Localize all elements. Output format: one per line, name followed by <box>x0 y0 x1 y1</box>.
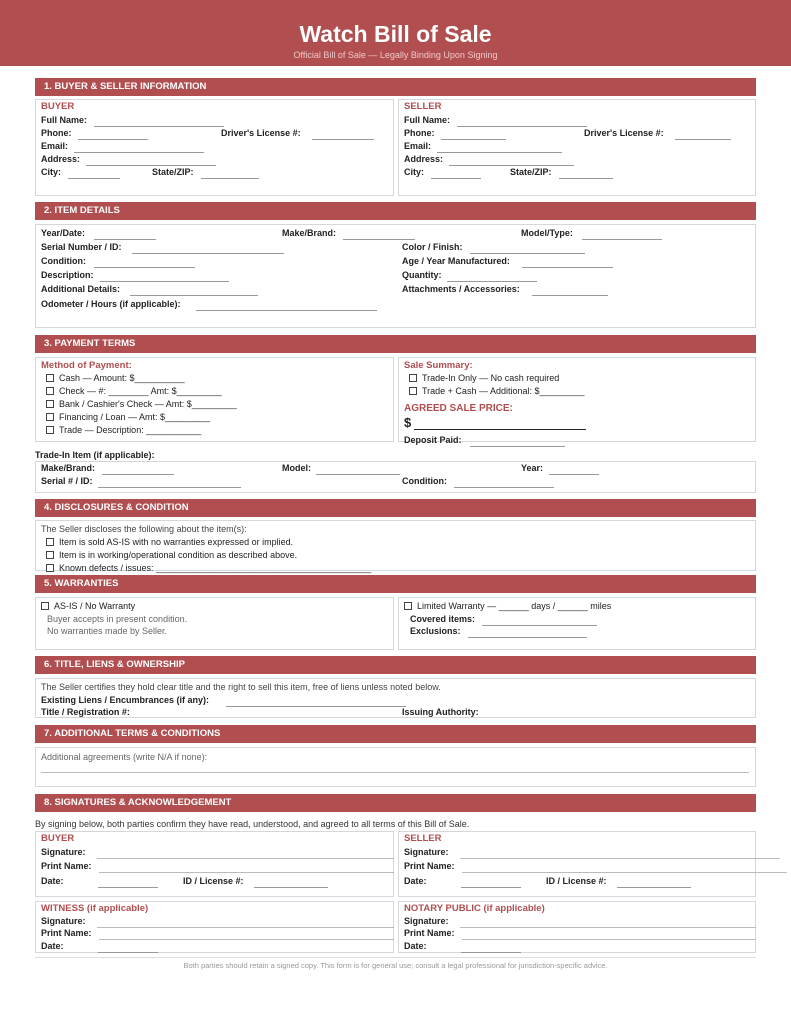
payment-method-heading: Method of Payment: <box>41 360 132 371</box>
buyer-address-field[interactable] <box>86 165 216 166</box>
tradein-model-label: Model: <box>282 463 311 473</box>
buyer-state-zip-field[interactable] <box>201 178 259 179</box>
liens-label: Existing Liens / Encumbrances (if any): <box>41 695 210 705</box>
exclusions-field[interactable] <box>468 637 587 638</box>
buyer-full-name-field[interactable] <box>94 126 224 127</box>
buyer-id-field[interactable] <box>254 887 328 888</box>
notary-print-name-label: Print Name: <box>404 928 455 938</box>
asis-disclosure-label: Item is sold AS-IS with no warranties expressed or implied. <box>59 537 294 547</box>
checkbox-icon[interactable] <box>46 374 54 382</box>
buyer-id-label: ID / License #: <box>183 876 244 886</box>
notary-signature-field[interactable] <box>460 927 756 928</box>
serial-label: Serial Number / ID: <box>41 242 122 252</box>
pay-financing-option[interactable] <box>46 412 210 422</box>
buyer-full-name-label: Full Name: <box>41 115 88 125</box>
buyer-print-name-field[interactable] <box>99 872 394 873</box>
tradein-serial-label: Serial # / ID: <box>41 476 93 486</box>
pay-trade-option[interactable] <box>46 425 201 435</box>
covered-items-label: Covered items: <box>410 614 476 624</box>
year-date-field[interactable] <box>94 239 156 240</box>
odometer-field[interactable] <box>196 310 377 311</box>
tradein-condition-label: Condition: <box>402 476 447 486</box>
deposit-field[interactable] <box>470 446 565 447</box>
buyer-date-label: Date: <box>41 876 64 886</box>
disclosures-intro: The Seller discloses the following about the item(s): <box>41 524 247 534</box>
seller-sign-heading: SELLER <box>404 833 442 844</box>
section-8-heading: 8. SIGNATURES & ACKNOWLEDGEMENT <box>35 794 756 812</box>
make-brand-label: Make/Brand: <box>282 228 337 238</box>
seller-address-field[interactable] <box>449 165 574 166</box>
witness-date-field[interactable] <box>98 952 158 953</box>
trade-cash-label: Trade + Cash — Additional: $_________ <box>422 386 585 396</box>
dollar-sign: $ <box>404 415 412 430</box>
working-disclosure-option[interactable] <box>46 550 297 560</box>
notary-date-field[interactable] <box>461 952 521 953</box>
age-label: Age / Year Manufactured: <box>402 256 510 266</box>
notary-date-label: Date: <box>404 941 427 951</box>
page-title: Watch Bill of Sale <box>299 21 492 47</box>
age-field[interactable] <box>522 267 613 268</box>
seller-city-label: City: <box>404 167 424 177</box>
seller-state-zip-field[interactable] <box>559 178 613 179</box>
asis-warranty-option[interactable] <box>41 601 135 611</box>
buyer-signature-label: Signature: <box>41 847 86 857</box>
defects-disclosure-label: Known defects / issues: ___________________________________________ <box>59 563 372 573</box>
title-reg-label: Title / Registration #: <box>41 707 130 717</box>
year-date-label: Year/Date: <box>41 228 86 238</box>
title-intro: The Seller certifies they hold clear title and the right to sell this item, free of liens unless noted below. <box>41 682 441 692</box>
witness-print-name-label: Print Name: <box>41 928 92 938</box>
seller-city-field[interactable] <box>431 178 481 179</box>
checkbox-icon[interactable] <box>46 564 54 572</box>
witness-date-label: Date: <box>41 941 64 951</box>
section-2-heading: 2. ITEM DETAILS <box>35 202 756 220</box>
buyer-date-field[interactable] <box>98 887 158 888</box>
seller-signature-field[interactable] <box>460 858 780 859</box>
limited-warranty-option[interactable] <box>404 601 611 611</box>
checkbox-icon[interactable] <box>404 602 412 610</box>
seller-dl-label: Driver's License #: <box>584 128 664 138</box>
model-type-label: Model/Type: <box>521 228 573 238</box>
color-field[interactable] <box>470 253 585 254</box>
checkbox-icon[interactable] <box>46 400 54 408</box>
tradein-model-field[interactable] <box>316 474 400 475</box>
odometer-label: Odometer / Hours (if applicable): <box>41 299 181 309</box>
notary-print-name-field[interactable] <box>462 939 756 940</box>
condition-label: Condition: <box>41 256 86 266</box>
agreed-sale-price-label: AGREED SALE PRICE: <box>404 403 513 414</box>
section-7-heading: 7. ADDITIONAL TERMS & CONDITIONS <box>35 725 756 743</box>
pay-cash-option[interactable] <box>46 373 185 383</box>
buyer-info-box <box>35 99 394 196</box>
checkbox-icon[interactable] <box>409 387 417 395</box>
notary-signature-label: Signature: <box>404 916 449 926</box>
quantity-label: Quantity: <box>402 270 442 280</box>
seller-id-field[interactable] <box>617 887 691 888</box>
issuing-authority-label: Issuing Authority: <box>402 707 479 717</box>
model-type-field[interactable] <box>582 239 662 240</box>
buyer-city-label: City: <box>41 167 61 177</box>
tradein-make-field[interactable] <box>102 474 174 475</box>
seller-email-field[interactable] <box>437 152 562 153</box>
pay-bank-option[interactable] <box>46 399 237 409</box>
seller-dl-field[interactable] <box>675 139 731 140</box>
seller-phone-label: Phone: <box>404 128 435 138</box>
tradein-year-label: Year: <box>521 463 544 473</box>
tradein-condition-field[interactable] <box>454 487 554 488</box>
limited-warranty-label: Limited Warranty — ______ days / ______ miles <box>417 601 612 611</box>
buyer-signature-field[interactable] <box>97 858 394 859</box>
seller-date-label: Date: <box>404 876 427 886</box>
condition-field[interactable] <box>94 267 195 268</box>
witness-signature-label: Signature: <box>41 916 86 926</box>
section-5-heading: 5. WARRANTIES <box>35 575 756 593</box>
asis-note-2: No warranties made by Seller. <box>47 626 168 636</box>
buyer-city-field[interactable] <box>68 178 120 179</box>
seller-signature-label: Signature: <box>404 847 449 857</box>
seller-print-name-label: Print Name: <box>404 861 455 871</box>
agreed-sale-price-field[interactable] <box>414 429 586 430</box>
color-label: Color / Finish: <box>402 242 463 252</box>
buyer-address-label: Address: <box>41 154 81 164</box>
tradein-heading: Trade-In Item (if applicable): <box>35 450 155 460</box>
witness-heading: WITNESS (if applicable) <box>41 903 149 914</box>
attachments-label: Attachments / Accessories: <box>402 284 520 294</box>
additional-details-label: Additional Details: <box>41 284 121 294</box>
tradein-serial-field[interactable] <box>98 487 241 488</box>
checkbox-icon[interactable] <box>409 374 417 382</box>
description-label: Description: <box>41 270 94 280</box>
pay-trade-label: Trade — Description: ___________ <box>59 425 202 435</box>
buyer-phone-label: Phone: <box>41 128 72 138</box>
liens-field[interactable] <box>226 706 406 707</box>
pay-financing-label: Financing / Loan — Amt: $_________ <box>59 412 211 422</box>
covered-items-field[interactable] <box>482 625 597 626</box>
make-brand-field[interactable] <box>343 239 415 240</box>
page-header <box>0 0 791 66</box>
section-3-heading: 3. PAYMENT TERMS <box>35 335 756 353</box>
checkbox-icon[interactable] <box>41 602 49 610</box>
seller-id-label: ID / License #: <box>546 876 607 886</box>
seller-info-box <box>398 99 756 196</box>
attachments-field[interactable] <box>532 295 608 296</box>
seller-state-zip-label: State/ZIP: <box>510 167 552 177</box>
seller-date-field[interactable] <box>461 887 521 888</box>
asis-disclosure-option[interactable] <box>46 537 293 547</box>
seller-heading: SELLER <box>404 101 442 112</box>
description-field[interactable] <box>100 281 229 282</box>
section-1-heading: 1. BUYER & SELLER INFORMATION <box>35 78 756 96</box>
asis-note-1: Buyer accepts in present condition. <box>47 614 188 624</box>
witness-print-name-field[interactable] <box>99 939 394 940</box>
asis-warranty-label: AS-IS / No Warranty <box>54 601 136 611</box>
quantity-field[interactable] <box>447 281 537 282</box>
buyer-dl-label: Driver's License #: <box>221 128 301 138</box>
additional-terms-field[interactable] <box>41 772 749 773</box>
signatures-intro: By signing below, both parties confirm they have read, understood, and agreed to all terms of this Bill of Sale. <box>35 819 470 829</box>
seller-address-label: Address: <box>404 154 444 164</box>
page-subtitle: Official Bill of Sale — Legally Binding Upon Signing <box>293 50 498 60</box>
buyer-heading: BUYER <box>41 101 75 112</box>
footer-divider <box>35 957 756 958</box>
checkbox-icon[interactable] <box>46 551 54 559</box>
serial-field[interactable] <box>132 253 284 254</box>
defects-disclosure-option[interactable] <box>46 563 371 573</box>
buyer-state-zip-label: State/ZIP: <box>152 167 194 177</box>
pay-check-label: Check — #: ________ Amt: $_________ <box>59 386 222 396</box>
section-6-heading: 6. TITLE, LIENS & OWNERSHIP <box>35 656 756 674</box>
section-4-heading: 4. DISCLOSURES & CONDITION <box>35 499 756 517</box>
checkbox-icon[interactable] <box>46 387 54 395</box>
footer-note: Both parties should retain a signed copy. This form is for general use; consult a legal professional for jurisdiction-specific advice. <box>183 961 608 970</box>
notary-heading: NOTARY PUBLIC (if applicable) <box>404 903 545 914</box>
seller-full-name-label: Full Name: <box>404 115 451 125</box>
exclusions-label: Exclusions: <box>410 626 461 636</box>
tradein-year-field[interactable] <box>549 474 599 475</box>
checkbox-icon[interactable] <box>46 538 54 546</box>
tradein-box <box>35 461 756 493</box>
witness-signature-field[interactable] <box>97 927 394 928</box>
trade-cash-option[interactable] <box>409 386 585 396</box>
working-disclosure-label: Item is in working/operational condition as described above. <box>59 550 298 560</box>
deposit-label: Deposit Paid: <box>404 435 462 445</box>
additional-terms-hint: Additional agreements (write N/A if none): <box>41 752 208 762</box>
buyer-email-field[interactable] <box>74 152 204 153</box>
buyer-email-label: Email: <box>41 141 69 151</box>
seller-full-name-field[interactable] <box>457 126 587 127</box>
pay-check-option[interactable] <box>46 386 222 396</box>
buyer-dl-field[interactable] <box>312 139 374 140</box>
buyer-phone-field[interactable] <box>78 139 148 140</box>
tradein-make-label: Make/Brand: <box>41 463 96 473</box>
seller-print-name-field[interactable] <box>462 872 787 873</box>
seller-email-label: Email: <box>404 141 432 151</box>
pay-bank-label: Bank / Cashier's Check — Amt: $_________ <box>59 399 237 409</box>
sale-summary-heading: Sale Summary: <box>404 360 473 371</box>
trade-only-label: Trade-In Only — No cash required <box>422 373 560 383</box>
buyer-print-name-label: Print Name: <box>41 861 92 871</box>
checkbox-icon[interactable] <box>46 413 54 421</box>
seller-phone-field[interactable] <box>441 139 506 140</box>
pay-cash-label: Cash — Amount: $__________ <box>59 373 185 383</box>
additional-details-field[interactable] <box>130 295 258 296</box>
trade-only-option[interactable] <box>409 373 559 383</box>
checkbox-icon[interactable] <box>46 426 54 434</box>
buyer-sign-heading: BUYER <box>41 833 75 844</box>
